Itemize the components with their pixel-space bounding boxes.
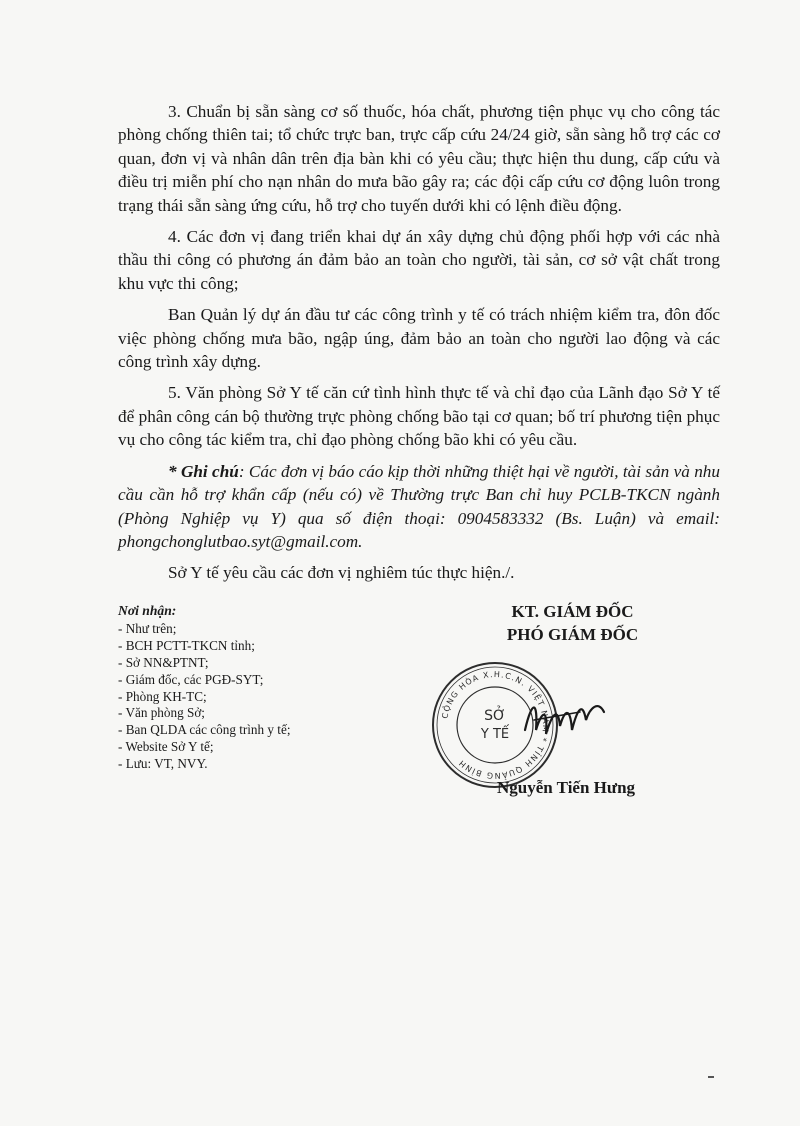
recipients-title: Nơi nhận: — [118, 603, 177, 618]
recipient-item: - Ban QLDA các công trình y tế; — [118, 722, 291, 738]
recipient-item: - Website Sở Y tế; — [118, 739, 214, 755]
signature-title-line2: PHÓ GIÁM ĐỐC — [506, 625, 639, 644]
recipients-list — [118, 621, 378, 773]
closing-line: Sở Y tế yêu cầu các đơn vị nghiêm túc thực hiện./. — [168, 563, 515, 583]
signature-title-line1: KT. GIÁM ĐỐC — [511, 602, 634, 621]
recipients-block — [118, 603, 378, 773]
paragraph-4: 4. Các đơn vị đang triển khai dự án xây dựng chủ động phối hợp với các nhà thầu thi công có phương án đảm bảo an toàn cho người, tài sản, cơ sở vật chất trong khu vực thi công; — [118, 227, 720, 293]
note-paragraph — [118, 460, 720, 554]
recipient-item: - BCH PCTT-TKCN tỉnh; — [118, 637, 255, 653]
seal-center-line1: SỞ — [484, 708, 506, 724]
recipient-item: - Sở NN&PTNT; — [118, 654, 209, 670]
paragraph-3: 3. Chuẩn bị sẵn sàng cơ số thuốc, hóa chất, phương tiện phục vụ cho công tác phòng chống thiên tai; tổ chức trực ban, trực cấp cứu 24/24 giờ, sẵn sàng hỗ trợ các cơ quan, đơn vị và nhân dân trên địa bàn khi có yêu cầu; thực hiện thu dung, cấp cứu và điều trị miễn phí cho nạn nhân do mưa bão gây ra; các đội cấp cứu cơ động luôn trong trạng thái sẵn sàng ứng cứu, hỗ trợ cho tuyến dưới khi có lệnh điều động. — [118, 102, 720, 215]
seal-ring-text: CỘNG HÒA X.H.C.N. VIỆT NAM * TỈNH QUẢNG BÌNH — [440, 669, 551, 781]
signature-title-block — [470, 600, 675, 646]
recipient-item: - Như trên; — [118, 620, 177, 636]
recipient-item: - Lưu: VT, NVY. — [118, 756, 208, 772]
paragraph-4-ban-quan-ly: Ban Quản lý dự án đầu tư các công trình y tế có trách nhiệm kiểm tra, đôn đốc việc phòng chống mưa bão, ngập úng, đảm bảo an toàn cho người lao động và các công trình xây dựng. — [118, 305, 720, 372]
signer-name: Nguyễn Tiến Hưng — [497, 778, 636, 797]
note-text: : Các đơn vị báo cáo kịp thời những thiệt hại về người, tài sản và nhu cầu cần hỗ trợ khẩn cấp (nếu có) về Thường trực Ban chỉ huy PCLB-TKCN ngành (Phòng Nghiệp vụ Y) qua số điện thoại: 0904583332 (Bs. Luận) và email: phongchonglutbao.syt@gmail.com. — [118, 461, 720, 551]
page-mark — [708, 1076, 714, 1078]
recipient-item: - Văn phòng Sở; — [118, 705, 205, 721]
note-label: * Ghi chú — [168, 461, 239, 481]
document-body — [118, 100, 720, 593]
handwritten-signature — [520, 690, 610, 750]
recipient-item: - Phòng KH-TC; — [118, 688, 207, 704]
recipient-item: - Giám đốc, các PGĐ-SYT; — [118, 671, 264, 687]
seal-center-line2: Y TẾ — [480, 727, 510, 742]
paragraph-5: 5. Văn phòng Sở Y tế căn cứ tình hình thực tế và chỉ đạo của Lãnh đạo Sở Y tế để phân công cán bộ thường trực phòng chống bão tại cơ quan; bố trí phương tiện phục vụ cho công tác kiểm tra, chỉ đạo phòng chống bão khi có yêu cầu. — [118, 383, 720, 450]
